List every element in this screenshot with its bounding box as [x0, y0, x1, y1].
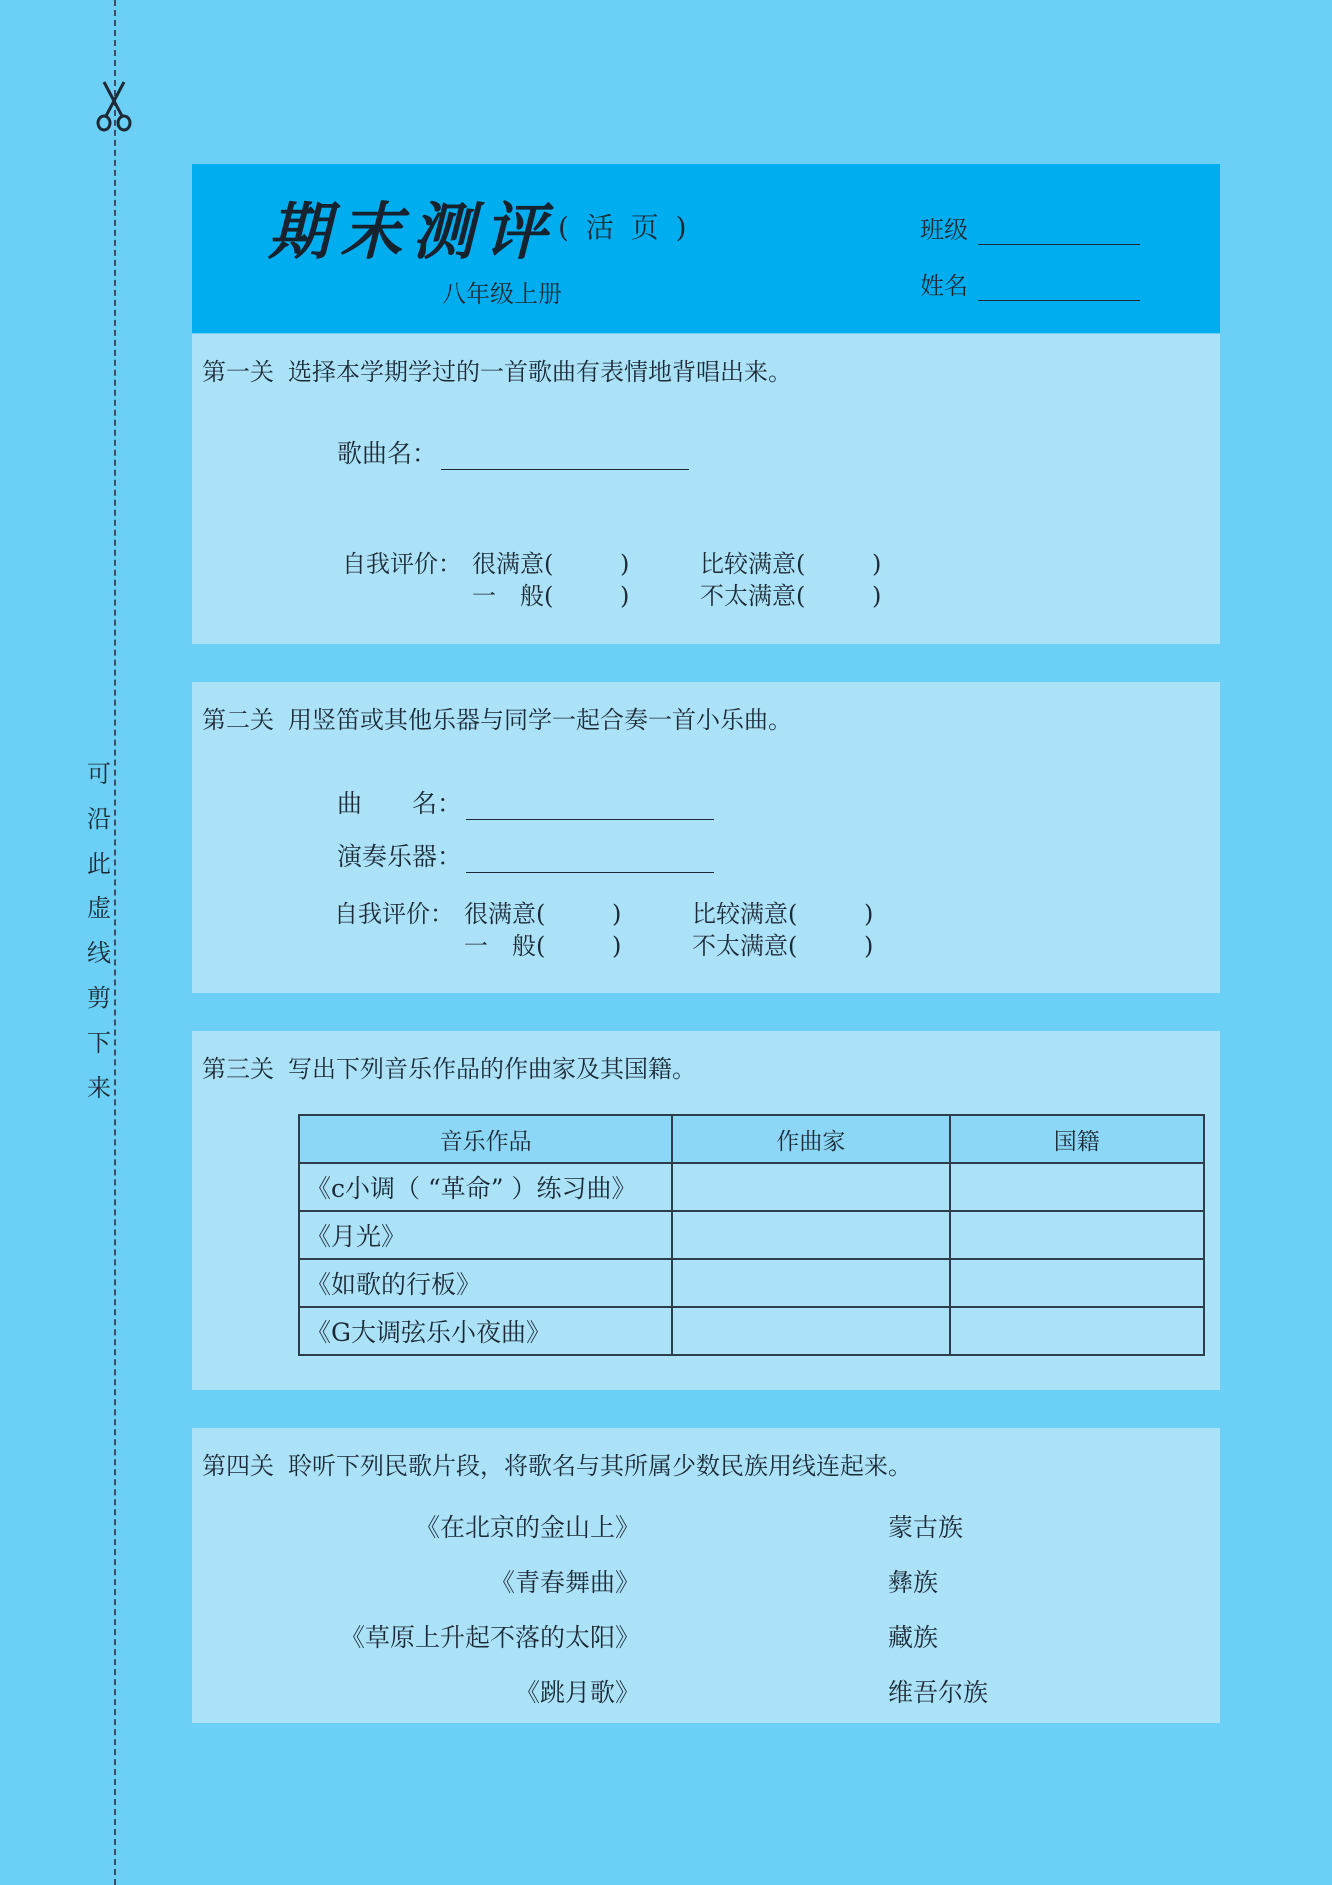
song-name-label: 歌曲名：	[337, 439, 438, 468]
class-input-line[interactable]	[978, 218, 1140, 245]
folk-song-item[interactable]: 《跳月歌》	[514, 1678, 640, 1707]
nationality-cell[interactable]	[950, 1211, 1204, 1259]
page-title: 期末测评	[268, 195, 557, 268]
work-title-cell: 《c小调（ “革命” ）练习曲》	[299, 1163, 672, 1211]
folk-song-item[interactable]: 《草原上升起不落的太阳》	[339, 1623, 640, 1652]
folk-song-item[interactable]: 《在北京的金山上》	[414, 1513, 640, 1542]
cut-char: 虚	[87, 894, 111, 923]
option-paren: )	[612, 900, 622, 928]
option-paren: )	[612, 932, 622, 960]
table-row	[299, 1211, 1204, 1259]
option-paren: )	[872, 550, 882, 578]
section-4-title	[202, 1446, 912, 1481]
option-paren: )	[620, 550, 630, 578]
rating-label: 自我评价：	[342, 550, 462, 578]
composer-cell[interactable]	[672, 1163, 949, 1211]
ethnic-group-item[interactable]: 维吾尔族	[888, 1678, 989, 1707]
table-row	[299, 1307, 1204, 1355]
cut-char: 此	[87, 849, 111, 878]
class-label: 班级	[920, 216, 968, 244]
song-name-input-line[interactable]	[441, 443, 689, 470]
piece-name-field[interactable]	[337, 784, 714, 820]
instruction: 聆听下列民歌片段，将歌名与其所属少数民族用线连起来。	[288, 1452, 912, 1480]
class-field[interactable]	[920, 210, 1140, 245]
nationality-cell[interactable]	[950, 1307, 1204, 1355]
work-title-cell: 《月光》	[299, 1211, 672, 1259]
cut-char: 可	[87, 760, 111, 788]
option-very-satisfied[interactable]: 很满意(	[472, 550, 554, 578]
self-evaluation	[342, 548, 902, 612]
cut-char: 下	[87, 1028, 111, 1057]
rating-label: 自我评价：	[334, 900, 454, 928]
nationality-cell[interactable]	[950, 1259, 1204, 1307]
grade-label: 八年级上册	[442, 280, 562, 308]
option-average[interactable]: 一 般(	[464, 932, 546, 960]
option-paren: )	[864, 900, 874, 928]
option-not-satisfied[interactable]: 不太满意(	[700, 582, 806, 610]
section-1-title	[202, 352, 792, 387]
page-header	[192, 164, 1220, 333]
ethnic-group-item[interactable]: 藏族	[888, 1623, 939, 1652]
table-row	[299, 1259, 1204, 1307]
work-title-cell: 《如歌的行板》	[299, 1259, 672, 1307]
name-field[interactable]	[920, 266, 1140, 301]
section-2-title	[202, 700, 792, 735]
instrument-input-line[interactable]	[466, 846, 714, 873]
composer-cell[interactable]	[672, 1307, 949, 1355]
option-not-satisfied[interactable]: 不太满意(	[692, 932, 798, 960]
work-title-cell: 《G大调弦乐小夜曲》	[299, 1307, 672, 1355]
composer-cell[interactable]	[672, 1211, 949, 1259]
column-header: 国籍	[950, 1115, 1204, 1163]
composer-table	[298, 1114, 1205, 1356]
section-3-title	[202, 1049, 696, 1084]
folk-song-item[interactable]: 《青春舞曲》	[489, 1568, 640, 1597]
instrument-field[interactable]	[337, 837, 714, 873]
option-paren: )	[864, 932, 874, 960]
cut-char: 来	[87, 1073, 111, 1102]
option-very-satisfied[interactable]: 很满意(	[464, 900, 546, 928]
cut-dashed-line	[114, 0, 116, 1885]
option-fairly-satisfied[interactable]: 比较满意(	[692, 900, 798, 928]
cut-char: 线	[87, 939, 111, 968]
column-header: 音乐作品	[299, 1115, 672, 1163]
option-paren: )	[872, 582, 882, 610]
table-header-row	[299, 1115, 1204, 1163]
name-label: 姓名	[920, 272, 968, 300]
page-subtitle: ( 活 页 )	[558, 211, 691, 244]
level-label: 第二关	[202, 706, 274, 734]
option-fairly-satisfied[interactable]: 比较满意(	[700, 550, 806, 578]
cut-char: 剪	[87, 983, 111, 1012]
level-label: 第三关	[202, 1055, 274, 1083]
self-evaluation	[334, 898, 894, 962]
scissors-icon	[96, 80, 132, 132]
section-3	[192, 1031, 1220, 1390]
cut-char: 沿	[87, 804, 111, 833]
piece-name-label: 曲 名：	[337, 789, 463, 818]
ethnic-group-item[interactable]: 彝族	[888, 1568, 939, 1597]
ethnic-group-item[interactable]: 蒙古族	[888, 1513, 964, 1542]
instruction: 选择本学期学过的一首歌曲有表情地背唱出来。	[288, 358, 792, 386]
column-header: 作曲家	[672, 1115, 949, 1163]
instrument-label: 演奏乐器：	[337, 842, 463, 871]
option-paren: )	[620, 582, 630, 610]
table-row	[299, 1163, 1204, 1211]
piece-name-input-line[interactable]	[466, 793, 714, 820]
section-1	[192, 334, 1220, 644]
instruction: 写出下列音乐作品的作曲家及其国籍。	[288, 1055, 696, 1083]
section-2	[192, 682, 1220, 993]
cut-instruction	[84, 752, 114, 1110]
level-label: 第四关	[202, 1452, 274, 1480]
option-average[interactable]: 一 般(	[472, 582, 554, 610]
section-4	[192, 1428, 1220, 1723]
level-label: 第一关	[202, 358, 274, 386]
song-name-field[interactable]	[337, 434, 689, 470]
name-input-line[interactable]	[978, 274, 1140, 301]
composer-cell[interactable]	[672, 1259, 949, 1307]
nationality-cell[interactable]	[950, 1163, 1204, 1211]
instruction: 用竖笛或其他乐器与同学一起合奏一首小乐曲。	[288, 706, 792, 734]
